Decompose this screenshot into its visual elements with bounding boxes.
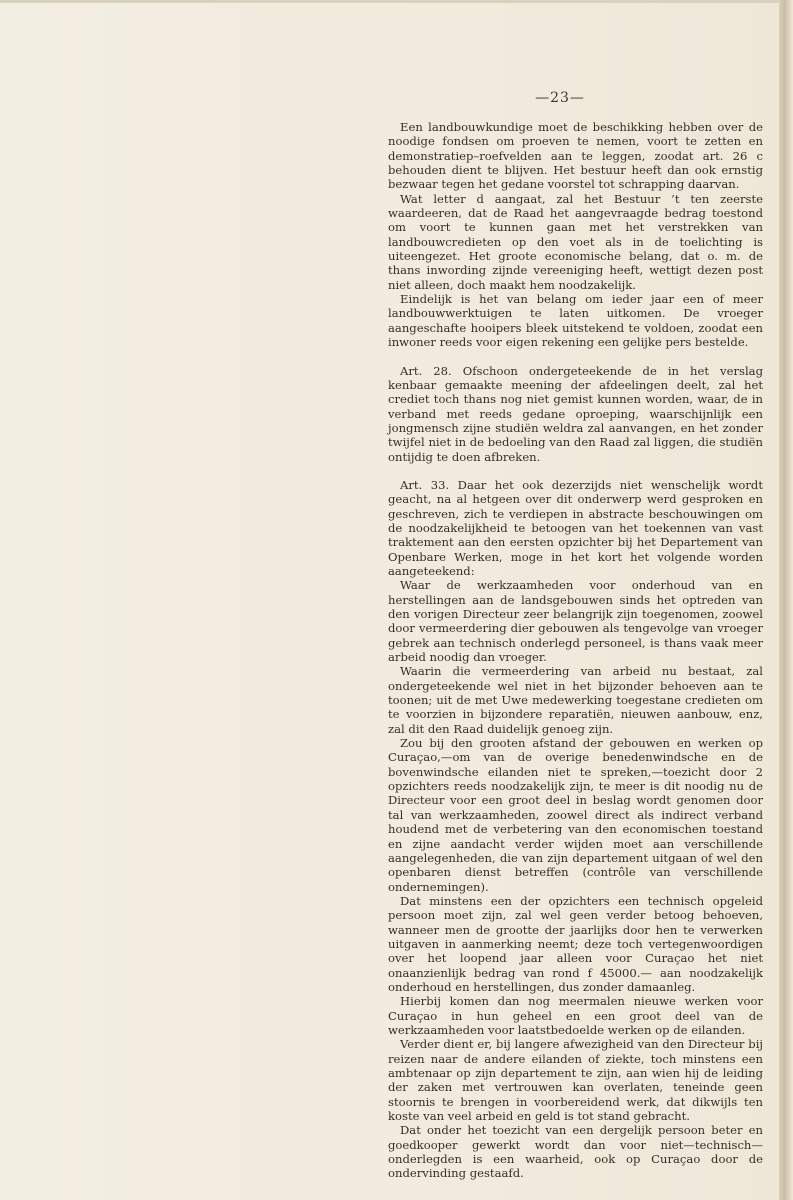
paragraph: Een landbouwkundige moet de beschikking hebben over de noodige fondsen om proeven te nemen, voort te zetten en demonstratiep–roefvelden aan te leggen, zoodat art. 26 c behouden dient te blijven. Het bestuur heeft dan ook ernstig bezwaar tegen het gedane voorstel tot schrapping daarvan. — [388, 120, 763, 192]
paragraph: Eindelijk is het van belang om ieder jaar een of meer landbouwwerktuigen te laten uitkomen. De vroeger aangeschafte hooipers bleek uitstekend te voldoen, zoodat een inwoner reeds voor eigen rekening een gelijke pers bestelde. — [388, 292, 763, 350]
paragraph: Waarin die vermeerdering van arbeid nu bestaat, zal ondergeteekende wel niet in het bijzonder behoeven aan te toonen; uit de met Uwe medewerking toegestane credieten om te voorzien in bijzondere reparatiën, nieuwen aanbouw, enz, zal dit den Raad duidelijk genoeg zijn. — [388, 664, 763, 736]
paragraph: Waar de werkzaamheden voor onderhoud van en herstellingen aan de landsgebouwen sinds het optreden van den vorigen Directeur zeer belangrijk zijn toegenomen, zoowel door vermeerdering dier gebouwen als tengevolge van vroeger gebrek aan technisch onderlegd personeel, is thans vaak meer arbeid noodig dan vroeger. — [388, 578, 763, 665]
text-column — [388, 120, 763, 1181]
page-right-edge — [779, 0, 793, 1200]
paragraph-art-33: Art. 33. Daar het ook dezerzijds niet wenschelijk wordt geacht, na al hetgeen over dit onderwerp werd gesproken en geschreven, zich te verdiepen in abstracte beschouwingen om de noodzakelijkheid te betoogen van het toekennen van vast traktement aan den eersten opzichter bij het Departement van Openbare Werken, moge in het kort het volgende worden aangeteekend: — [388, 477, 763, 578]
page-number: —23— — [535, 90, 585, 106]
page-top-edge — [0, 0, 793, 3]
paragraph: Dat onder het toezicht van een dergelijk persoon beter en goedkooper gewerkt wordt dan voor niet—technisch—onderlegden is een waarheid, ook op Curaçao door de ondervinding gestaafd. — [388, 1123, 763, 1181]
paragraph: Verder dient er, bij langere afwezigheid van den Directeur bij reizen naar de andere eilanden of ziekte, toch minstens een ambtenaar op zijn departement te zijn, aan wien hij de leiding der zaken met vertrouwen kan overlaten, teneinde geen stoornis te brengen in voorbereidend werk, dat dikwijls ten koste van veel arbeid en geld is tot stand gebracht. — [388, 1037, 763, 1124]
paragraph: Hierbij komen dan nog meermalen nieuwe werken voor Curaçao in hun geheel en een groot deel van de werkzaamheden voor laatstbedoelde werken op de eilanden. — [388, 994, 763, 1037]
paragraph: Zou bij den grooten afstand der gebouwen en werken op Curaçao,—om van de overige benedenwindsche en de bovenwindsche eilanden niet te spreken,—toezicht door 2 opzichters reeds noodzakelijk zijn, te meer is dit noodig nu de Directeur voor een groot deel in beslag wordt genomen door tal van werkzaamheden, zoowel direct als indirect verband houdend met de verbetering van den economischen toestand en zijne aandacht verder wijden moet aan verschillende aangelegenheden, die van zijn departement uitgaan of wel den openbaren dienst betreffen (contrôle van verschillende ondernemingen). — [388, 736, 763, 894]
paragraph: Dat minstens een der opzichters een technisch opgeleid persoon moet zijn, zal wel geen verder betoog behoeven, wanneer men de grootte der jaarlijks door hen te verwerken uitgaven in aanmerking neemt; deze toch vertegenwoordigen over het loopend jaar alleen voor Curaçao het niet onaanzienlijk bedrag van rond f 45000.— aan noodzakelijk onderhoud en herstellingen, dus zonder damaanleg. — [388, 893, 763, 994]
paragraph: Wat letter d aangaat, zal het Bestuur ’t ten zeerste waardeeren, dat de Raad het aangevraagde bedrag toestond om voort te kunnen gaan met het verstrekken van landbouwcredieten op den voet als in de toelichting is uiteengezet. Het groote economische belang, dat o. m. de thans inwording zijnde vereeniging heeft, wettigt dezen post niet alleen, doch maakt hem noodzakelijk. — [388, 191, 763, 292]
paragraph-art-28: Art. 28. Ofschoon ondergeteekende de in het verslag kenbaar gemaakte meening der afdeelingen deelt, zal het crediet toch thans nog niet gemist kunnen worden, waar, de in verband met reeds gedane oproeping, waarschijnlijk een jongmensch zijne studiën weldra zal aanvangen, en het zonder twijfel niet in de bedoeling van den Raad zal liggen, die studiën ontijdig te doen afbreken. — [388, 363, 763, 464]
